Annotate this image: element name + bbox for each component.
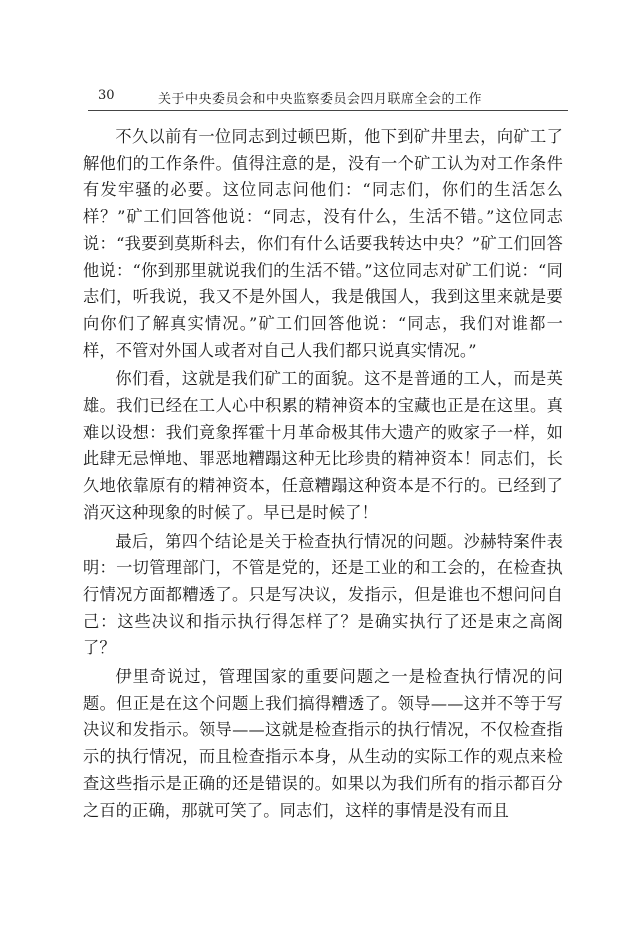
page-header (88, 86, 568, 111)
paragraph-spiritual-capital: 你们看，这就是我们矿工的面貌。这不是普通的工人，而是英雄。我们已经在工人心中积累的精神资本的宝藏也正是在这里。真难以设想：我们竟象挥霍十月革命极其伟大遗产的败家子一样，如此肆无忌惮地、罪恶地糟蹋这种无比珍贵的精神资本！同志们，长久地依靠原有的精神资本，任意糟蹋这种资本是不行的。已经到了消灭这种现象的时候了。早已是时候了！ (83, 369, 563, 522)
paragraph-checking-execution: 伊里奇说过，管理国家的重要问题之一是检查执行情况的问题。但正是在这个问题上我们搞得糟透了。领导——这并不等于写决议和发指示。领导——这就是检查指示的执行情况，不仅检查指示的执行情况，而且检查指示本身，从生动的实际工作的观点来检查这些指示是正确的还是错误的。如果以为我们所有的指示都百分之百的正确，那就可笑了。同志们，这样的事情是没有而且 (83, 667, 563, 820)
body-text (83, 124, 563, 824)
paragraph-miners-visit: 不久以前有一位同志到过顿巴斯，他下到矿井里去，向矿工了解他们的工作条件。值得注意的是，没有一个矿工认为对工作条件有发牢骚的必要。这位同志问他们：“同志们，你们的生活怎么样？”矿工们回答他说：“同志，没有什么，生活不错。”这位同志说：“我要到莫斯科去，你们有什么话要我转达中央？”矿工们回答他说：“你到那里就说我们的生活不错。”这位同志对矿工们说：“同志们，听我说，我又不是外国人，我是俄国人，我到这里来就是要向你们了解真实情况。”矿工们回答他说：“同志，我们对谁都一样，不管对外国人或者对自己人我们都只说真实情况。” (83, 127, 563, 360)
running-title: 关于中央委员会和中央监察委员会四月联席全会的工作 (158, 92, 483, 107)
paragraph-fourth-conclusion: 最后，第四个结论是关于检查执行情况的问题。沙赫特案件表明：一切管理部门，不管是党的，还是工业的和工会的，在检查执行情况方面都糟透了。只是写决议，发指示，但是谁也不想问问自己：这些决议和指示执行得怎样了？是确实执行了还是束之高阁了？ (83, 531, 563, 658)
page-number: 30 (98, 88, 115, 103)
